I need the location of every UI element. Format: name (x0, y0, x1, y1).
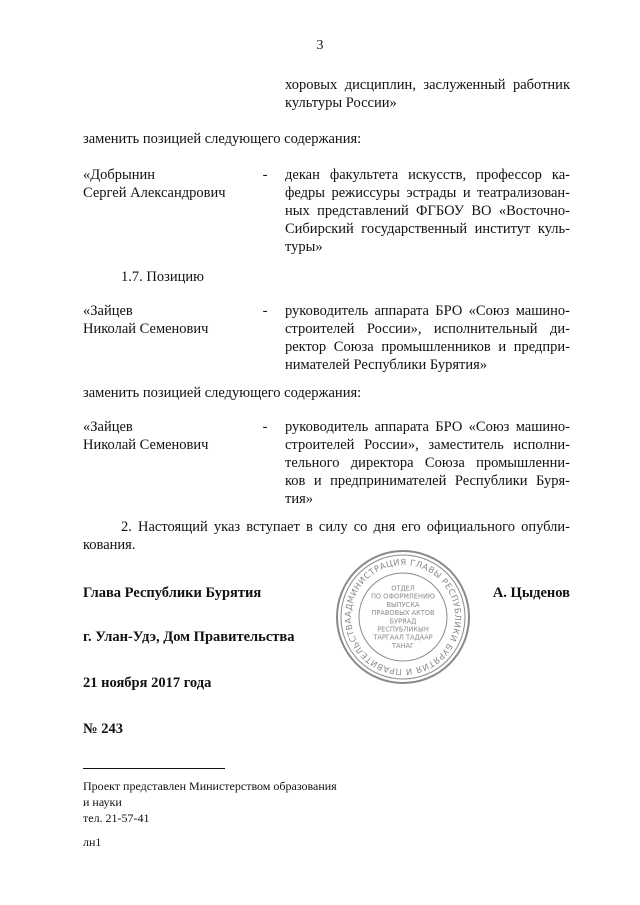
seal-center-line: ПО ОФОРМЛЕНИЮ (370, 592, 436, 601)
entry-desc-line: ных представлений ФГБОУ ВО «Восточно- (285, 203, 570, 219)
seal-center-line: БУРЯАД (389, 617, 417, 626)
intro-tail-line-2: культуры России» (285, 95, 397, 111)
seal-center-line: ВЫПУСКА (386, 600, 420, 609)
replace-phrase-1: заменить позицией следующего содержания: (83, 131, 362, 147)
date-line: 21 ноября 2017 года (83, 675, 212, 691)
footnote-divider (83, 768, 225, 769)
entry-desc-line: туры» (285, 239, 323, 255)
entry-name-line-1: «Зайцев (83, 303, 133, 319)
svg-text:АДМИНИСТРАЦИЯ ГЛАВЫ РЕСПУБЛИКИ: АДМИНИСТРАЦИЯ ГЛАВЫ РЕСПУБЛИКИ БУРЯТИЯ И ПРАВИТЕЛЬСТВА (343, 557, 463, 677)
intro-tail-line-1: хоровых дисциплин, заслуженный работник (285, 77, 570, 93)
seal-graphic (335, 549, 471, 685)
entry-name-line-2: Николай Семенович (83, 437, 209, 453)
footer-code: лн1 (83, 835, 102, 849)
entry-name-line-2: Сергей Александрович (83, 185, 226, 201)
signature-position: Глава Республики Бурятия (83, 585, 262, 601)
entry-desc-line: нимателей Республики Бурятия» (285, 357, 488, 373)
entry-desc-line: Сибирский государственный институт куль- (285, 221, 570, 237)
footnote-line-3: тел. 21-57-41 (83, 811, 150, 825)
paragraph-2-line-2: кования. (83, 537, 136, 553)
signature-name: А. Цыденов (492, 585, 570, 601)
seal-center-line: РЕСПУБЛИКЫН (377, 625, 429, 634)
entry-dash: - (262, 303, 268, 319)
footnote-line-2: и науки (83, 795, 122, 809)
entry-desc-line: руководитель аппарата БРО «Союз машино- (285, 419, 570, 435)
entry-desc-line: ректор Союза промышленников и предпри- (285, 339, 570, 355)
entry-desc-line: ков и предпринимателей Республики Буря- (285, 473, 570, 489)
official-seal (335, 549, 471, 685)
entry-desc-line: строителей России», исполнительный ди- (285, 321, 570, 337)
replace-phrase-2: заменить позицией следующего содержания: (83, 385, 362, 401)
footnote-line-1: Проект представлен Министерством образования (83, 779, 337, 793)
seal-center-line: ПРАВОВЫХ АКТОВ (371, 609, 435, 618)
paragraph-2-line-1: 2. Настоящий указ вступает в силу со дня его официального опубли- (121, 519, 570, 535)
seal-center-line: ОТДЕЛ (391, 584, 415, 593)
entry-desc-line: руководитель аппарата БРО «Союз машино- (285, 303, 570, 319)
entry-desc-line: строителей России», заместитель исполни- (285, 437, 570, 453)
decree-number: № 243 (83, 721, 123, 737)
entry-dash: - (262, 419, 268, 435)
section-heading: 1.7. Позицию (121, 269, 204, 285)
entry-name-line-1: «Зайцев (83, 419, 133, 435)
seal-center-line: ТАНАГ (391, 641, 415, 650)
entry-dash: - (262, 167, 268, 183)
entry-name-line-1: «Добрынин (83, 167, 156, 183)
entry-desc-line: тия» (285, 491, 314, 507)
entry-name-line-2: Николай Семенович (83, 321, 209, 337)
entry-desc-line: декан факультета искусств, профессор ка- (285, 167, 570, 183)
place-line: г. Улан-Удэ, Дом Правительства (83, 629, 295, 645)
page-number: 3 (316, 38, 324, 53)
seal-center-line: ТАРГААЛ ТАДААР (373, 633, 433, 642)
entry-desc-line: федры режиссуры эстрады и театрализован- (285, 185, 570, 201)
entry-desc-line: тельного директора Союза промышленни- (285, 455, 570, 471)
